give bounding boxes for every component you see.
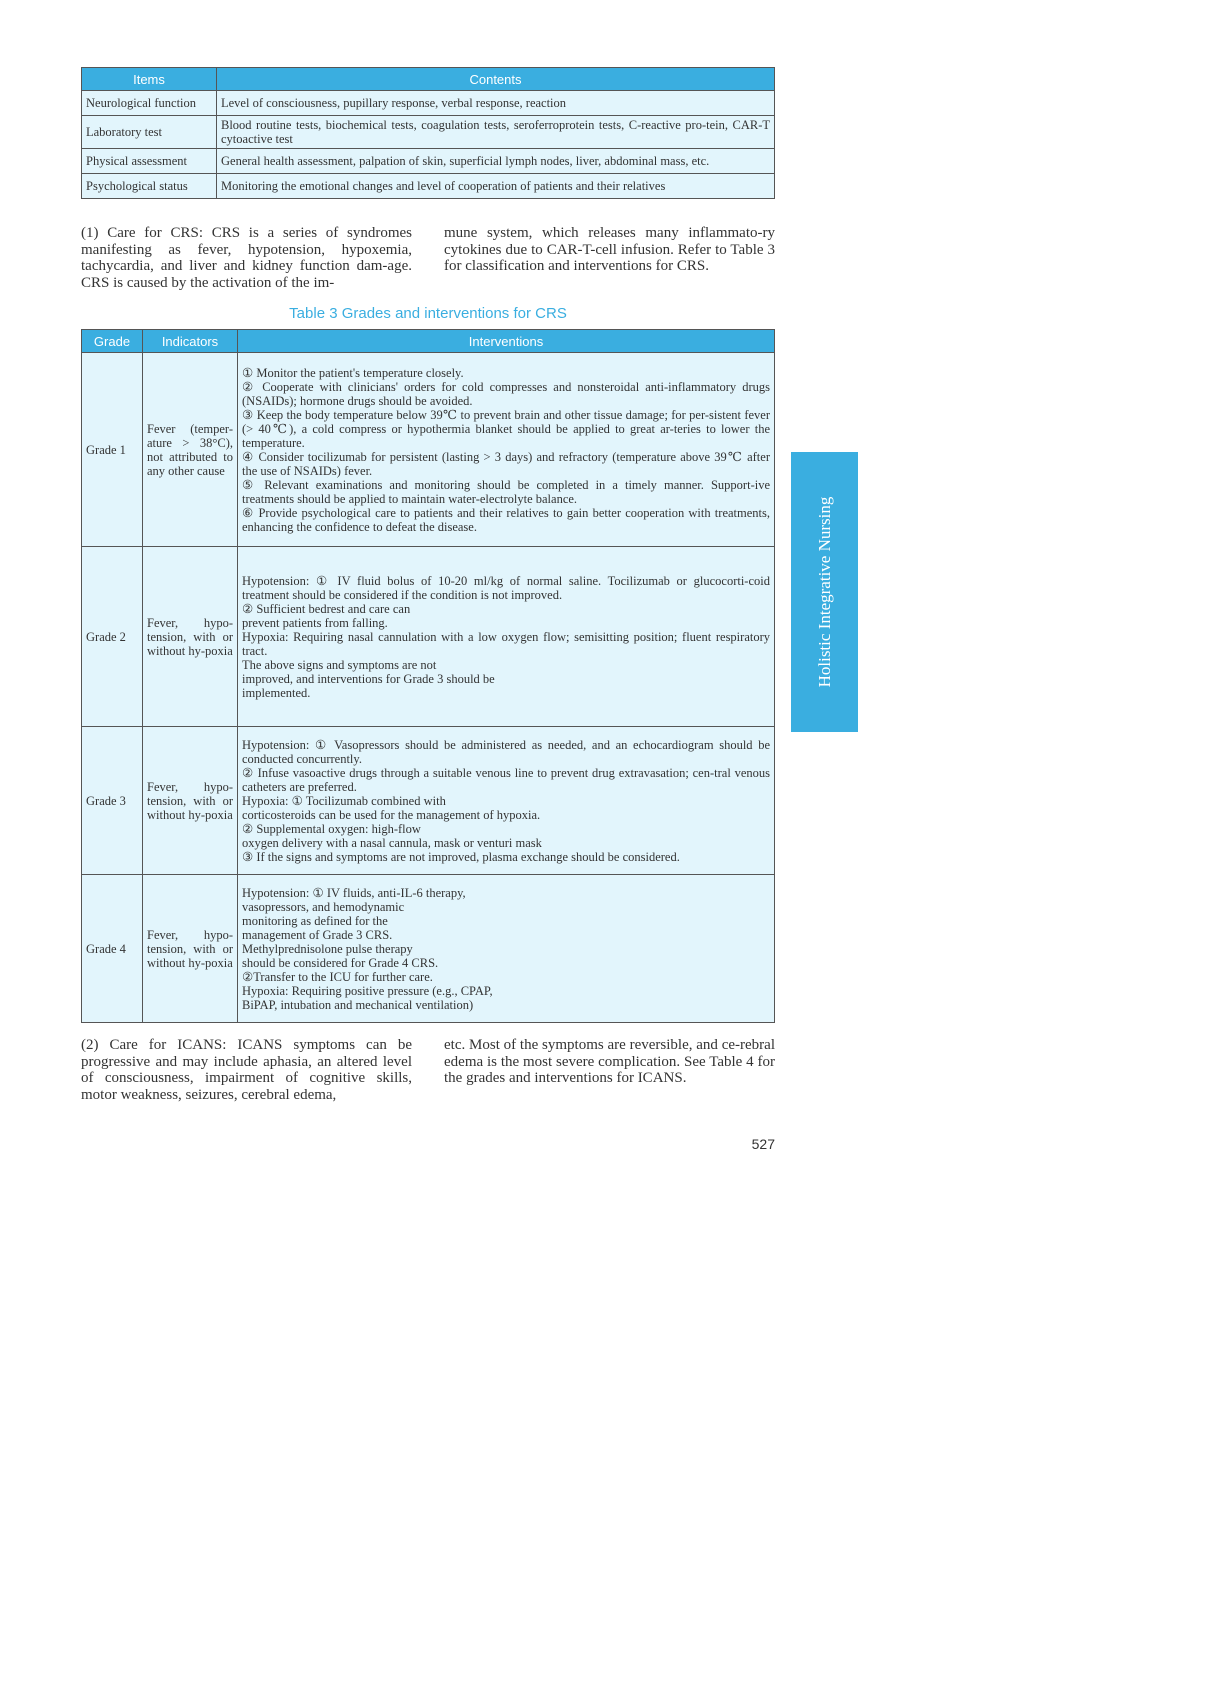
intervention-line: ④ Consider tocilizumab for persistent (lasting > 3 days) and refractory (temperature above 39℃ after the use of NSAIDs) fever. <box>242 449 770 478</box>
table-header-grade: Grade <box>82 330 143 353</box>
content-cell: Blood routine tests, biochemical tests, coagulation tests, seroferroprotein tests, C-reactive pro-tein, CAR-T cytoactive test <box>217 116 775 149</box>
intervention-line: Methylprednisolone pulse therapy <box>242 941 413 956</box>
intervention-line: BiPAP, intubation and mechanical ventilation) <box>242 997 474 1012</box>
indicators-cell: Fever (temper-ature > 38°C), not attributed to any other cause <box>143 353 238 547</box>
item-cell: Psychological status <box>82 174 217 199</box>
paragraph-icans-care <box>81 1037 775 1103</box>
paragraph-left-column: (2) Care for ICANS: ICANS symptoms can be progressive and may include aphasia, an altered level of consciousness, impairment of cognitive skills, motor weakness, seizures, cerebral edema, <box>81 1037 412 1103</box>
intervention-line: ⑥ Provide psychological care to patients and their relatives to gain better cooperation with treatments, enhancing the confidence to defeat the disease. <box>242 505 770 534</box>
intervention-line: vasopressors, and hemodynamic <box>242 899 405 914</box>
item-cell: Neurological function <box>82 91 217 116</box>
intervention-line: oxygen delivery with a nasal cannula, mask or venturi mask <box>242 835 542 850</box>
intervention-line: corticosteroids can be used for the management of hypoxia. <box>242 807 541 822</box>
interventions-cell <box>238 353 775 547</box>
page-number: 527 <box>751 1136 775 1152</box>
paragraph-crs-care <box>81 225 775 291</box>
paragraph-right-column: mune system, which releases many inflammato-ry cytokines due to CAR-T-cell infusion. Refer to Table 3 for classification and interventions for CRS. <box>444 225 775 274</box>
item-cell: Physical assessment <box>82 149 217 174</box>
item-cell: Laboratory test <box>82 116 217 149</box>
intervention-line: ① Monitor the patient's temperature closely. <box>242 365 464 380</box>
table-row <box>82 875 775 1023</box>
page-content <box>81 67 775 1103</box>
journal-side-tab <box>791 452 858 732</box>
interventions-cell <box>238 547 775 727</box>
interventions-cell <box>238 727 775 875</box>
grade-cell: Grade 4 <box>82 875 143 1023</box>
indicators-cell: Fever, hypo-tension, with or without hy-poxia <box>143 875 238 1023</box>
intervention-line: The above signs and symptoms are not <box>242 657 437 672</box>
grade-cell: Grade 1 <box>82 353 143 547</box>
intervention-line: ② Infuse vasoactive drugs through a suitable venous line to prevent drug extravasation; cen-tral venous catheters are preferred. <box>242 765 770 794</box>
intervention-line: Hypoxia: Requiring nasal cannulation with a low oxygen flow; semisitting position; fluent respiratory tract. <box>242 629 770 658</box>
table-row <box>82 91 775 116</box>
grade-cell: Grade 3 <box>82 727 143 875</box>
intervention-line: ⑤ Relevant examinations and monitoring should be completed in a timely manner. Support-ive treatments should be applied to maintain water-electrolyte balance. <box>242 477 770 506</box>
indicators-cell: Fever, hypo-tension, with or without hy-poxia <box>143 547 238 727</box>
intervention-line: ③ Keep the body temperature below 39℃ to prevent brain and other tissue damage; for per-sistent fever (> 40℃), a cold compress or hypothermia blanket should be applied to great ar-teries to lower the temperature. <box>242 407 770 450</box>
grade-cell: Grade 2 <box>82 547 143 727</box>
table-row <box>82 149 775 174</box>
table-header-items: Items <box>82 68 217 91</box>
content-cell: General health assessment, palpation of skin, superficial lymph nodes, liver, abdominal mass, etc. <box>217 149 775 174</box>
interventions-cell <box>238 875 775 1023</box>
intervention-line: ② Cooperate with clinicians' orders for cold compresses and nonsteroidal anti-inflammatory drugs (NSAIDs); hormone drugs should be avoided. <box>242 379 770 408</box>
intervention-line: management of Grade 3 CRS. <box>242 927 393 942</box>
paragraph-left-column: (1) Care for CRS: CRS is a series of syndromes manifesting as fever, hypotension, hypoxemia, tachycardia, and liver and kidney function dam-age. CRS is caused by the activation of the im- <box>81 225 412 291</box>
table-row <box>82 727 775 875</box>
table-caption: Table 3 Grades and interventions for CRS <box>289 305 567 322</box>
intervention-line: ③ If the signs and symptoms are not improved, plasma exchange should be considered. <box>242 849 680 864</box>
intervention-line: Hypoxia: Requiring positive pressure (e.g., CPAP, <box>242 983 493 998</box>
paragraph-right-column: etc. Most of the symptoms are reversible, and ce-rebral edema is the most severe complication. See Table 4 for the grades and interventions for ICANS. <box>444 1037 775 1086</box>
table-header-indicators: Indicators <box>143 330 238 353</box>
intervention-line: Hypotension: ① Vasopressors should be administered as needed, and an echocardiogram should be conducted concurrently. <box>242 737 770 766</box>
intervention-line: ② Supplemental oxygen: high-flow <box>242 821 421 836</box>
intervention-line: implemented. <box>242 685 311 700</box>
table-row <box>82 353 775 547</box>
table-header-interventions: Interventions <box>238 330 775 353</box>
intervention-line: monitoring as defined for the <box>242 913 388 928</box>
content-cell: Level of consciousness, pupillary response, verbal response, reaction <box>217 91 775 116</box>
intervention-line: Hypotension: ① IV fluids, anti-IL-6 therapy, <box>242 885 466 900</box>
assessment-table <box>81 67 775 199</box>
table-row <box>82 116 775 149</box>
table-row <box>82 174 775 199</box>
indicators-cell: Fever, hypo-tension, with or without hy-poxia <box>143 727 238 875</box>
journal-side-tab-label: Holistic Integrative Nursing <box>814 496 834 688</box>
crs-grades-table <box>81 329 775 1023</box>
table-row <box>82 547 775 727</box>
intervention-line: prevent patients from falling. <box>242 615 388 630</box>
intervention-line: Hypoxia: ① Tocilizumab combined with <box>242 793 446 808</box>
intervention-line: ②Transfer to the ICU for further care. <box>242 969 433 984</box>
content-cell: Monitoring the emotional changes and level of cooperation of patients and their relatives <box>217 174 775 199</box>
intervention-line: improved, and interventions for Grade 3 should be <box>242 671 495 686</box>
intervention-line: Hypotension: ① IV fluid bolus of 10-20 ml/kg of normal saline. Tocilizumab or glucocorti-coid treatment should be considered if the condition is not improved. <box>242 573 770 602</box>
table-header-contents: Contents <box>217 68 775 91</box>
intervention-line: should be considered for Grade 4 CRS. <box>242 955 439 970</box>
intervention-line: ② Sufficient bedrest and care can <box>242 601 411 616</box>
